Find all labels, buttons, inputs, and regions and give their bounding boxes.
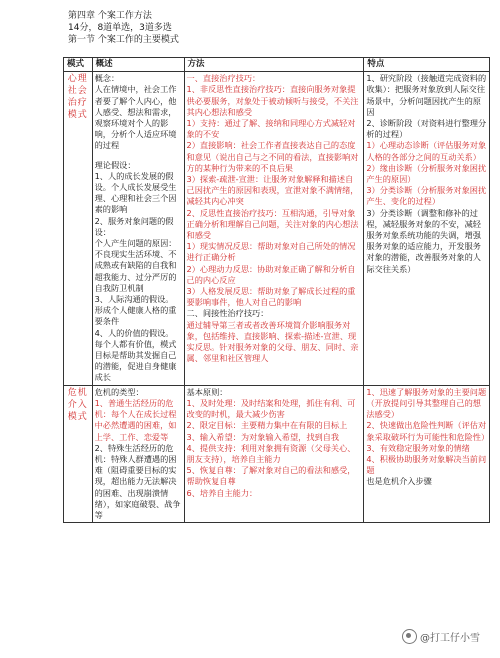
summary-line: 1、人的成长发展的假设。个人成长发展受生理、心理和社会三个因素的影响 (94, 170, 177, 215)
header-feature: 特点 (364, 58, 490, 72)
summary-line: 2、服务对象问题的假设： (94, 215, 174, 237)
methods-line: 5、恢复自尊：了解对象对自己的看法和感受，帮助恢复自尊 (186, 465, 356, 487)
methods-line: 一、直接治疗技巧： (186, 73, 261, 84)
features-line: 1）心理动态诊断（评估服务对象人格的各部分之间的互动关系） (366, 140, 487, 162)
methods-line: 6、培养自主能力： (186, 487, 258, 498)
header-model: 模式 (64, 58, 93, 72)
features-line: 3）分类诊断（调整和修补的过程，减轻服务对象的不安，减轻服务对象系统功能的失调，增强服务对象的适应能力，开发服务对象的潜能，改善服务对象的人际交往关系） (366, 207, 481, 274)
models-table (63, 57, 490, 523)
methods-line: 2）直接影响：社会工作者直接表达自己的态度和意见（说出自己与之不同的看法，直接影响对方的某种行为带来的不良后果 (186, 140, 359, 173)
features-line: 1、研究阶段（接触道完成资料的收集）：把服务对象放到人际交往场景中，分析问题因扰产生的原因 (366, 73, 487, 117)
features-line: 3、有效稳定服务对象的情绪 (366, 442, 470, 453)
methods-line: 1）支持：通过了解、接纳和同理心方式减轻对象的不安 (186, 118, 356, 140)
header-method: 方法 (184, 58, 364, 72)
methods-line: 3）探索-疏泄-宣泄：让服务对象解释和描述自己因扰产生的原因和表现，宣泄对象不满情绪，减轻其内心冲突 (186, 174, 359, 207)
summary-line: 3、人际沟通的假设。形成个人健康人格的重要条件 (94, 294, 177, 327)
table-row (64, 72, 490, 385)
summary-cell (92, 72, 184, 385)
methods-line: 基本原则： (186, 386, 228, 397)
header (68, 10, 179, 46)
features-line: 也是危机介入步骤 (366, 476, 432, 487)
question-info: 14分，8道单选，3道多选 (68, 23, 172, 33)
summary-line: 1、普通生活经历的危机：每个人在成长过程中必然遭遇的困难，如上学、工作、恋爱等 (94, 397, 177, 442)
methods-line: 二、间接性治疗技巧： (186, 308, 269, 319)
watermark-text: @打工仔小雪 (420, 633, 480, 644)
methods-cell (184, 385, 364, 522)
methods-line: 3、输入希望：为对象输入希望，找到自我 (186, 431, 340, 442)
features-line: 2）缘由诊断（分析服务对象困扰产生的原因） (366, 162, 487, 185)
features-line: 2、诊断阶段（对资料进行整理分析的过程） (366, 118, 487, 140)
model-name-cell: 心理社会治疗模式 (64, 72, 93, 385)
features-line: 4、积极协助服务对象解决当前问题 (366, 453, 487, 476)
features-cell (364, 385, 490, 522)
summary-line (95, 152, 182, 160)
model-name-cell: 危机介入模式 (64, 385, 93, 522)
features-line: 3）分类诊断（分析服务对象困扰产生、变化的过程） (366, 185, 487, 207)
table-header-row (64, 58, 490, 72)
features-line: 1、迅速了解服务对象的主要问题（开放提问引导其整理自己的想法感受） (366, 386, 487, 420)
summary-line: 2、特殊生活经历的危机：特殊人群遭遇的困难（阻碍重要目标的实现，超出能力无法解决的困难、出现崩溃情绪），如家庭破裂、战争等 (94, 442, 181, 520)
summary-line: 个人产生问题的原因：不良现实生活环境、不成熟或有缺陷的自我和超我能力、过分严厉的自我防卫机制 (94, 238, 177, 293)
methods-line: 3）人格发展反思：帮助对象了解成长过程的重要影响事件，他人对自己的影响 (186, 286, 356, 308)
header-summary: 概述 (92, 58, 184, 72)
camera-icon (402, 629, 417, 644)
methods-line: 2、限定目标：主要精力集中在有限的目标上 (186, 420, 348, 431)
watermark (402, 629, 480, 644)
methods-line: 通过辅导第三者或者改善环境简介影响服务对象，包括维持、直接影响、探索-描述-宣泄、现实反思。针对服务对象的父母、朋友、同时、亲属、邻里和社区管理人 (186, 319, 359, 364)
summary-line: 概念： (94, 73, 120, 84)
section-title: 第一节 个案工作的主要模式 (68, 35, 179, 45)
methods-line: 4、提供支持：利用对象拥有资源（父母关心、朋友支持），培养自主能力 (186, 442, 356, 464)
methods-line: 2）心理动力反思：协助对象正确了解和分析自己的内心反应 (186, 263, 356, 285)
summary-cell (92, 385, 184, 522)
methods-line: 1、及时处理：及时结案和处理，抓住有利、可改变的时机，最大减少伤害 (186, 397, 356, 420)
summary-line: 人在情境中，社会工作者要了解个人内心，他人感受、想法和需求，观察环境对个人的影响，分析个人适应环境的过程 (94, 84, 177, 151)
features-line: 2、快速做出危险性判断（评估对象采取破坏行为可能性和危险性） (366, 420, 490, 442)
methods-line: 2、反思性直接治疗技巧：互相沟通，引导对象正确分析和理解自己问题，关注对象的内心想法和感受 (186, 207, 359, 241)
methods-line: 1、非反思性直接治疗技巧：直接向服务对象提供必要服务，对象处于被动倾听与接受，不关注其内心想法和感受 (186, 84, 359, 117)
summary-line: 危机的类型： (94, 386, 144, 397)
summary-line: 4、人的价值的假设。每个人都有价值，模式目标是帮助其发掘自己的潜能，促进自身健康成长 (94, 327, 177, 383)
features-cell (364, 72, 490, 385)
methods-cell (184, 72, 364, 385)
table-row (64, 385, 490, 522)
summary-line: 理论假设： (94, 159, 136, 170)
chapter-title: 第四章 个案工作方法 (68, 11, 152, 21)
methods-line: 1）现实情况反思：帮助对象对自己所处的情况进行正确分析 (186, 241, 356, 263)
